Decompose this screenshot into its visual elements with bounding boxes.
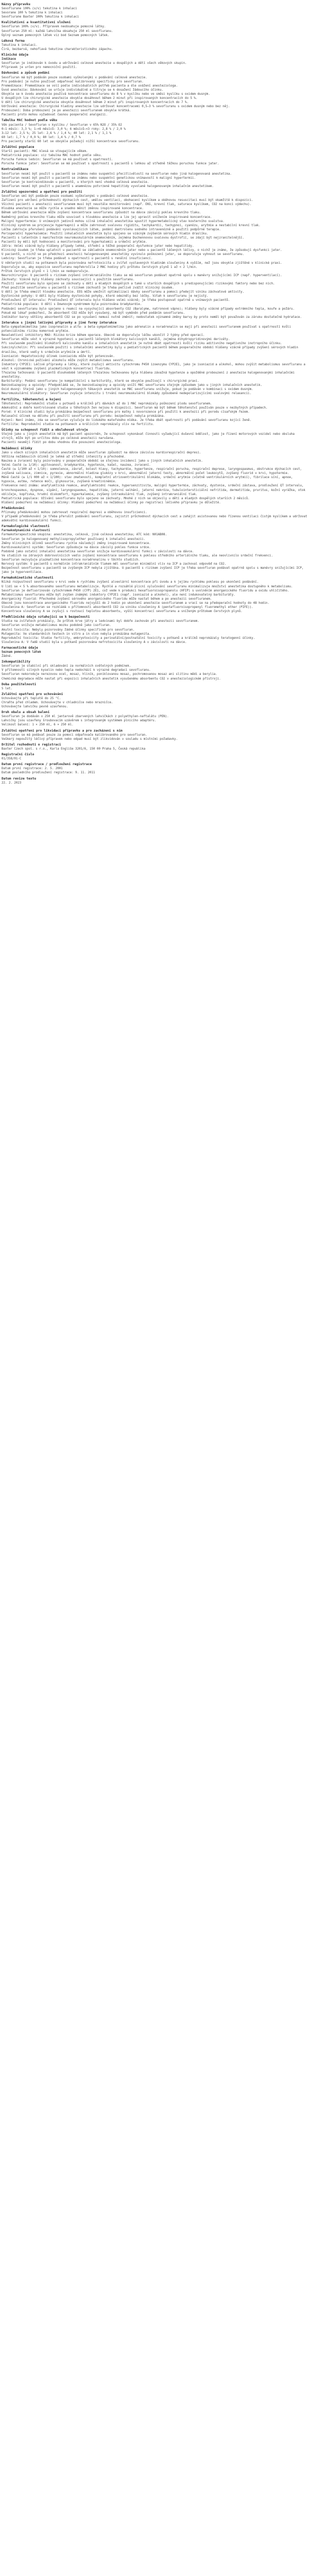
text-line: Porucha funkce jater: Sevofluran se má používat s opatrností u pacientů s lehkou až středně těžkou poruchou funkce jater. [2,162,219,166]
text-line: Hlášení podezření na nežádoucí účinky: Hlášení podezření na nežádoucí účinky po registraci léčivého přípravku je důležité. [2,501,221,504]
text-line: 60 let: 1,7 % / 0,9 %; 80 let: 1,4 % / 0,7 % [2,135,81,139]
text-line: Porod: V klinické studii byla prokázána bezpečnost sevofluranu pro matky i novorozence při použití k anestezii při porodu císařským řezem. [2,410,250,414]
text-line: Porucha funkce ledvin: Sevofluran se má používat s opatrností. [2,158,113,162]
text-line: Sevofluran snižuje metabolismus mozku podobně jako isofluran. [2,624,111,628]
text-line: Klinický syndrom se projevuje hyperkapnií a může zahrnovat svalovou rigiditu, tachykardii, tachypnoi, cyanózu, arytmie a nestabilní krevní tlak. [2,224,261,227]
section-title: Doba použitelnosti [2,682,37,686]
text-line: Indikátor barvy většiny absorbentů CO2 se po vysušení nemusí nutně změnit; nedostatek významné změny barvy by proto neměl být považován za záruku dostatečné hydratace. [2,315,302,319]
text-line: Chraňte před chladem. Uchovávejte v chladničce nebo mrazničce. [2,701,113,704]
text-line: Induktory CYP2E1: Léčivé přípravky a látky, které zvyšují aktivitu cytochromu P450 izoenzymu CYP2E1, jako je isoniazid a alkohol, mohou zvýšit metabolismus sevofluranu a vést k významnému zvýšení plazmatických koncentrací fluoridu. [2,363,307,370]
section [2,3,307,19]
text-line: Sevofluran je dodáván v 250 ml jantarově zbarvených lahvičkách z polyethylen-naftalátu (PEN). [2,715,169,719]
text-line: U pacientů, u nichž se po předchozí anestezii halogenovanými anestetiky vyvinulo poškození jater, se doporučuje vyhnout se sevofluranu. [2,253,245,257]
text-line: Neurochirurgie: U pacientů s rizikem zvýšení intrakraniálního tlaku se má sevofluran podávat opatrně spolu s manévry snižujícími ICP (např. hyperventilací). [2,274,282,277]
section-title: Tabulka MAC hodnot podle věku [2,118,58,123]
text-line: Před použitím sevofluranu u pacientů s rizikem záchvatů je třeba pečlivě zvážit klinický úsudek. [2,286,175,290]
text-line: Starší pacienti: MAC klesá se stoupajícím věkem. [2,150,88,154]
text-line: Pro pacienty starší 60 let se obvykle požadují nižší koncentrace sevofluranu. [2,140,140,143]
text-line: Chemická degradace může nastat při expozici inhalačních anestetik vysušenému absorbentu CO2 v anesteziologickém přístroji. [2,677,221,681]
section [2,428,307,445]
text-line: Obecně jsou koncentrace anorganického fluoridu nejvyšší do 2 hodin po ukončení anestezie sevofluranem a vrací se na předoperační hodnoty do 48 hodin. [2,601,270,605]
text-line: Časté (≥ 1/100 až < 1/10): somnolence, závrať, bolest hlavy, tachykardie, hypertenze, respirační porucha, respirační deprese, laryngospasmus, obstrukce dýchacích cest, zvýšená salivace, zimnice, pyrexie, abnormální hladina glukózy v krvi, abnormální jaterní testy, abnormální počet leukocytů, zvýšený fluorid v krvi, hypotermie. [2,468,304,476]
text-line: Během udržování anestezie může zvýšení koncentrace sevofluranu způsobit na dávce závislý pokles krevního tlaku. [2,211,201,215]
section-title: Kontraindikace [2,167,29,172]
section [2,729,307,741]
text-line: 3–12 let: 2,5 %; 25 let: 2,6 % / 1,4 %; 40 let: 2,1 % / 1,1 % [2,131,111,135]
text-line: Premedikace: Premedikace se volí podle individuálních potřeb pacienta a dle uvážení anesteziologa. [2,84,178,88]
section-title: Datum první registrace / prodloužení registrace [2,762,92,767]
section [2,321,307,396]
text-line: Kardiovaskulární systém: Sevofluran způsobuje na dávce závislý pokles funkce srdce. [2,546,151,549]
text-line: Úvod anestezie: Dávkování se určuje individuálně a titruje se k dosažení žádoucího účinku. [2,88,164,92]
text-line: Alkohol: Chronické požívání alkoholu může zvýšit metabolismus sevofluranu. [2,359,135,362]
text-line: Tekutina k inhalaci. [2,43,38,47]
text-line: Věk pacienta / Sevofluran v kyslíku / Sevofluran v 65% N2O / 35% O2 [2,123,122,127]
section [2,190,307,319]
section [2,145,307,166]
text-line: Stejně jako u jiných anestetik má být pacient upozorněn, že schopnost vykonávat činnosti vyžadující duševní bdělost, jako je řízení motorových vozidel nebo obsluha strojů, může být po určitou dobu po celkové anestezii narušena. [2,433,297,440]
section [2,646,307,658]
section [2,447,307,505]
text-line: Sevorane 100 % tekutina k inhalaci [2,11,63,15]
text-line: Úplný seznam pomocných látek viz bod Seznam pomocných látek. [2,33,110,37]
text-line: Nauzea a zvracení byly pozorovány v pooperačním období se stejnou incidencí jako u jiných inhalačních anestetik. [2,459,203,463]
section [2,71,307,117]
text-line: Sevofluran nesmí být použit u pacientů s anamnézou potvrzené hepatitidy vyvolané halogenovaným inhalačním anestetikem. [2,184,214,188]
section-subtitle: Farmakodynamické vlastnosti [2,529,50,533]
section [2,753,307,761]
text-line: V přítomnosti silných kyselin nebo tepla nedochází k výrazné degradaci sevofluranu. [2,669,151,672]
text-line: Třezalka tečkovaná: U pacientů dlouhodobě léčených třezalkou tečkovanou byla hlášena závažná hypotenze a opožděné probouzení z anestezie halogenovanými inhalačními anestetiky. [2,371,297,379]
text-line: Velikost balení: 1 × 250 ml, 6 × 250 ml. [2,723,74,727]
text-line: 22. 2. 2023 [2,781,22,785]
text-line: Těhotenství: Reprodukční studie u potkanů a králíků při dávkách až do 1 MAC neprokázaly poškození plodu sevofluranem. [2,402,212,405]
text-line: Pacienti proto mohou vyžadovat časnou pooperační analgezii. [2,113,108,117]
text-line: Sevofluran je defluorinován cytochromem P450 (CYP) 2E1, což vede k produkci hexafluoroisopropanolu (HFIP) s uvolněním anorganického fluoridu a oxidu uhličitého. [2,589,289,592]
text-line: Uchovávejte lahvičku pevně uzavřenou. [2,705,68,709]
text-line: U lidí se < 5 % absorbovaného sevofluranu metabolizuje. Rychlé a rozsáhlé plicní vylučování sevofluranu minimalizuje množství anestetika dostupného k metabolismu. [2,585,293,588]
text-line: Nízká rozpustnost sevofluranu v krvi vede k rychlému zvýšení alveolární koncentrace při úvodu a k jejímu rychlému poklesu po ukončení podávání. [2,581,259,584]
section-title: Druh obalu a obsah balení [2,710,50,715]
text-line: Perioperační hyperkalemie: Použití inhalačních anestetik bylo spojeno se vzácným zvýšením sérových hladin draslíku. [2,232,209,235]
text-line: Sevoflurane 100% (v/v) tekutina k inhalaci [2,7,77,11]
section [2,21,307,37]
text-line: U dětí lze chirurgické anestezie obvykle dosáhnout během 2 minut při inspirovaných koncentracích do 7 %. [2,101,188,105]
text-line: V případě předávkování je třeba přerušit podávání sevofluranu, zajistit průchodnost dýchacích cest a zahájit asistovanou nebo řízenou ventilaci čistým kyslíkem a udržovat adekvátní kardiovaskulární funkci. [2,515,309,523]
text-line: Prodloužení QT intervalu: Prodloužení QT intervalu bylo hlášeno velmi vzácně; je třeba postupovat opatrně u vnímavých pacientů. [2,299,230,302]
text-line: Hloubka anestezie se může rychle a snadno měnit změnou inspirované koncentrace. [2,207,144,211]
text-line: Pediatrická populace: viz tabulka MAC hodnot podle věku. [2,154,102,158]
section-title: Zvláštní populace [2,145,35,149]
section-title: Zvláštní opatření pro uchovávání [2,692,63,696]
text-line: Adekvátní a dobře kontrolované studie u těhotných žen nejsou k dispozici. Sevofluran má být během těhotenství používán pouze v nezbytných případech. [2,406,268,410]
section [2,576,307,614]
text-line: Bezpečnost sevofluranu u pacientů se zvýšeným ICP nebyla zjištěna. U pacientů s rizikem zvýšení ICP je třeba sevofluran podávat opatrně spolu s manévry snižujícími ICP, jako je hyperventilace. [2,567,305,574]
section [2,118,307,144]
text-line: Sevofluran nezvyšuje plazmatické koncentrace noradrenalinu v těchto studiích. [2,558,140,562]
section-title: Farmakokinetické vlastnosti [2,576,54,580]
text-line: Anorganický fluorid: Přechodné zvýšení sérového anorganického fluoridu může nastat během a po anestezii sevofluranem. [2,597,212,601]
text-line: Pacienti s latentním i manifestním neuromuskulárním onemocněním, zejména Duchennovou svalovou dystrofií, se zdají být nejzranitelnější. [2,236,245,240]
text-line: U dospělých lze chirurgické anestezie obvykle dosáhnout během 2 minut při inspirovaných koncentracích do 5 %. [2,96,198,100]
text-line: Pacienti nesmějí řídit po dobu vhodnou dle posouzení anesteziologa. [2,441,122,445]
section-title: Zvláštní opatření pro likvidaci přípravku a pro zacházení s ním [2,728,123,733]
text-line: Datum posledního prodloužení registrace: 9. 11. 2011 [2,771,95,775]
text-line: Sukcinylcholin: Při současném použití s inhalačními anestetiky byly u pediatrických pacientů během pooperačního období hlášeny vzácné případy zvýšení sérových hladin draslíku, které vedly k srdečním arytmiím a úmrtí. [2,346,300,354]
text-line: Průtok čerstvých plynů < 1 l/min se nedoporučuje. [2,269,90,273]
text-line: Studie na zvířatech prokázaly, že průtok krve játry a ledvinami byl dobře zachován při anestezii sevofluranem. [2,620,199,623]
text-line: Barbituráty: Podání sevofluranu je kompatibilní s barbituráty, které se obvykle používají v chirurgické praxi. [2,380,199,383]
text-line: Nervový systém: U pacientů s normálním intrakraniálním tlakem měl sevofluran minimální vliv na ICP a zachoval odpověď na CO2. [2,563,227,566]
text-line: Ledviny: Sevofluran je třeba podávat s opatrností u pacientů s renální insuficiencí. [2,257,153,261]
text-line: Sevofluran má být podáván pouze osobami vyškolenými v podávání celkové anestezie. [2,76,147,79]
text-line: Relaxační účinek na dělohu při použití sevofluranu při porodu: bezpečnost nebyla prokázána. [2,414,165,418]
text-line: Isoniazid: Hepatotoxický účinek isoniazidu může být potencován. [2,354,115,358]
section-title: Inkompatibility [2,660,30,664]
text-line: Většina nežádoucích účinků je lehké až střední intenzity a přechodné. [2,455,126,459]
text-line: Obvykle se k úvodu anestezie používá koncentrace sevofluranu do 8 % v kyslíku nebo ve směsi kyslíku s oxidem dusným. [2,92,210,96]
text-line: Neuromuskulární blokátory: Sevofluran zvyšuje intenzitu i trvání neuromuskulární blokády způsobené nedepolarizujícími svalovými relaxancii. [2,392,252,396]
section-title: Interakce s jinými léčivými přípravky a jiné formy interakce [2,320,117,325]
text-line: Pediatrická populace: Užívání sevofluranu bylo spojeno se záchvaty. Mnohé z nich se objevily u dětí a mladých dospělých starších 2 měsíců. [2,497,250,500]
text-line: 5 let. [2,687,12,690]
text-line: Játra: Velmi vzácně byly hlášeny případy lehké, střední a těžké pooperační dysfunkce jater nebo hepatitidy. [2,245,194,248]
section-title: Předávkování [2,506,25,510]
text-line: Lahvičky jsou uzavřeny šroubovacím uzávěrem s integrovaným systémem plnicího adaptéru. [2,719,157,723]
section [2,710,307,727]
section-title: Kvalitativní a kvantitativní složení [2,21,71,25]
text-line: Udržování anestezie: Chirurgické hladiny anestezie lze udržovat koncentracemi 0,5–3 % sevofluranu s oxidem dusným nebo bez něj. [2,105,230,109]
text-line: Veškerý nepoužitý léčivý přípravek nebo odpad musí být zlikvidován v souladu s místními požadavky. [2,737,178,741]
text-line: Sloučenina A: V řadě studií byla u potkanů pozorována nefrotoxicita sloučeniny A v závislosti na dávce. [2,640,187,644]
text-line: Neselektivní inhibitory MAO: Riziko krize během operace. Obecně se doporučuje léčbu ukončit 2 týdny před operací. [2,334,205,337]
text-line: Čirá, bezbarvá, nehořlavá tekutina charakteristického zápachu. [2,47,113,51]
section-title: Účinky na schopnost řídit a obsluhovat stroje [2,428,88,432]
text-line: Pacienti by měli být hodnoceni a monitorováni pro hyperkalemii a srdeční arytmie. [2,241,147,244]
text-line: Koncentrace sloučeniny A se zvyšují s rostoucí teplotou absorbentu, vyšší koncentrací sevofluranu a sníženým průtokem čerstvých plynů. [2,610,243,614]
section-title: Názvy přípravku [2,3,30,6]
text-line: Sevofluran se má podávat pouze za pomoci odpařovače kalibrovaného pro sevofluran. [2,733,147,737]
text-line: Kojení: Není známo, zda se sevofluran vylučuje do lidského mateřského mléka. Je třeba dbát opatrnosti při podávání sevofluranu kojící ženě. [2,419,252,422]
text-line: Probouzení: Doba probouzení je po anestezii sevofluranem obvykle krátká. [2,109,131,113]
section [2,743,307,751]
section-title: Léková forma [2,39,25,43]
section-title: Zvláštní upozornění a opatření pro použití [2,190,82,194]
text-line: Sevofluran je halogenovaný methylisopropylether používaný k inhalační anestezii. [2,537,146,541]
text-line: Sevofluran 250 ml: každá lahvička obsahuje 250 ml sevofluranu. [2,29,113,33]
section-title: Držitel rozhodnutí o registraci [2,742,61,747]
text-line: Při současném používání blokátorů kalciového kanálu a inhalačních anestetik je nutné dbát opatrnosti kvůli riziku aditivního negativního inotropního účinku. [2,342,282,346]
text-line: Reprodukční toxicita: Studie fertility, embryotoxicity a perinatální/postnatální toxicity u potkanů a králíků neprokázaly teratogenní účinky. [2,636,255,640]
text-line: Záchvaty: Vzácně byly hlášeny záchvaty související s použitím sevofluranu. [2,278,135,281]
section-title: Datum revize textu [2,776,37,781]
text-line: Baxter Czech spol. s r.o., Karla Engliše 3201/6, 150 00 Praha 5, Česká republika [2,747,146,751]
text-line: Fertilita: Reprodukční studie na potkanech a králících neprokázaly vliv na fertilitu. [2,423,154,427]
text-line: Sevofluran je kontraindikován u pacientů, u kterých není vhodná celková anestezie. [2,180,149,184]
text-line: Sevofluran je stabilní při skladování za normálních světelných podmínek. [2,665,131,668]
section-title: Předklinické údaje vztahující se k bezpečnosti [2,615,90,619]
section-title: Farmaceutické údaje [2,646,38,650]
section [2,53,307,70]
text-line: Akutní toxicita: Nebyly pozorovány žádné účinky specifické pro sevofluran. [2,628,135,632]
section-subtitle: Indikace [2,58,16,61]
text-line: Pro podávání je nutno používat odpařovač kalibrovaný specificky pro sevofluran. [2,80,144,83]
text-line: Léčba zahrnuje přerušení podávání vyvolávajících látek, podání dantrolenu sodného intravenózně a použití podpůrné terapie. [2,228,221,231]
text-line: Sevofluran je indikován k úvodu a udržování celkové anestezie u dospělých a dětí všech věkových skupin. [2,62,187,65]
text-line: Ve studiích na zdravých dobrovolnících vedlo zvýšení koncentrace sevofluranu k poklesu středního arteriálního tlaku, ale neovlivnilo srdeční frekvenci. [2,554,273,557]
text-line: Sevofluran nekoroduje nerezovou ocel, mosaz, hliník, poniklovanou mosaz, pochromovanou mosaz ani slitinu mědi a berylia. [2,673,217,676]
text-line: Dystonické pohyby: U dětí byly hlášeny dystonické pohyby, které odezněly bez léčby. Vztah k sevofluranu je nejistý. [2,295,209,298]
text-line: Pokud má lékař podezření, že absorbent CO2 může být vysušený, má být vyměněn před podáním sevofluranu. [2,311,185,315]
text-line: Změny klinických účinků sevofluranu rychle následují změny inspirované koncentrace. [2,541,151,545]
section-subtitle: Seznam pomocných látek [2,650,41,654]
section [2,762,307,775]
text-line: Podobně jako ostatní inhalační anestetika sevofluran snižuje kardiovaskulární funkci v závislosti na dávce. [2,550,194,553]
text-line: Doporučuje se, aby expozice sevofluranu nepřekročila 2 MAC hodiny při průtoku čerstvých plynů 1 až < 2 l/min. [2,265,198,269]
document-body [0,0,309,786]
text-line: Podávání sevofluranu bylo spojeno s reakcí na vysychající absorbenty CO2 (Baralyme, natronové vápno); hlášeny byly vzácné případy extrémního tepla, kouře a požáru. [2,307,295,311]
text-line: 01/358/01-C [2,757,22,761]
text-line: Farmakoterapeutická skupina: anestetika, celková, jiná celková anestetika; ATC kód: N01AB08. [2,533,167,537]
section-title: Nežádoucí účinky [2,446,32,450]
section [2,777,307,785]
text-line: 0–1 měsíc: 3,3 %; 1–<6 měsíců: 3,0 %; 6 měsíců–<3 roky: 2,8 % / 2,0 % [2,127,126,131]
text-line: Žádné. [2,655,12,658]
text-line: Pediatrická populace: U dětí s Downovým syndromem byla pozorována bradykardie. [2,303,142,307]
section [2,692,307,709]
text-line: Příznaky předávkování mohou zahrnovat respirační depresi a oběhovou insuficienci. [2,511,147,514]
text-line: Sevofluran může vést k výrazné hypotenzi u pacientů léčených blokátory kalciových kanálů, zejména dihydropyridinovými deriváty. [2,338,230,342]
text-line: Benzodiazepiny a opioidy: Předpokládá se, že benzodiazepiny a opioidy sníží MAC sevofluranu stejným způsobem jako u jiných inhalačních anestetik. [2,384,263,387]
section-title: Fertilita, těhotenství a kojení [2,397,61,401]
text-line: Sevofluran nesmí být použit u pacientů se známou nebo suspektní přecitlivělostí na sevofluran nebo jiná halogenovaná anestetika. [2,172,232,176]
section [2,615,307,645]
text-line: Datum první registrace: 2. 5. 2001 [2,767,63,771]
text-line: Přípravek je určen pro nemocniční použití. [2,66,77,70]
section-title: Farmakologické vlastnosti [2,524,50,529]
text-line: Metabolismus sevofluranu může být zvýšen známými induktory CYP2E1 (např. isoniazid a alkohol), ale není indukovatelný barbituráty. [2,593,235,597]
text-line: Sloučenina A: Sevofluran se rozkládá v přítomnosti absorbentů CO2 za vzniku sloučeniny A (pentafluoroisopropenyl fluoromethyl ether (PIFE)). [2,606,253,609]
text-line: Všichni pacienti v anestezii sevofluranem musí být neustále monitorováni (např. EKG, krevní tlak, saturace kyslíkem, CO2 na konci výdechu). [2,203,252,207]
section [2,398,307,427]
text-line: Méně časté (≥ 1/1 000 až < 1/100): stav zmatenosti, kompletní atrioventrikulární blokáda, srdeční arytmie (včetně ventrikulárních arytmií), fibrilace síní, apnoe, hypoxie, astma, retence moči, glykosurie, zvýšená kreatininémie. [2,476,295,484]
section [2,167,307,188]
text-line: Zařízení pro udržení průchodnosti dýchacích cest, umělou ventilaci, obohacení kyslíkem a oběhovou resuscitaci musí být okamžitě k dispozici. [2,199,253,202]
text-line: Maligní hypertermie: U vnímavých jedinců mohou silná inhalační anestetika spustit hypermetabolický stav kosterního svalstva. [2,219,225,223]
text-line: Mutagenita: Ve standardních testech in vitro a in vivo nebyla prokázána mutagenita. [2,632,151,636]
text-line: U některých studií na potkanech byla pozorována nefrotoxicita u zvířat vystavených hladinám sloučeniny A vyšším, než jsou obvykle zjištěné v klinické praxi. [2,261,282,265]
text-line: Použití sevofluranu bylo spojeno se záchvaty u dětí a mladých dospělých a také u starších dospělých s predisponujícími rizikovými faktory nebo bez nich. [2,282,275,285]
section [2,39,307,52]
text-line: Sevoflurane Baxter 100% tekutina k inhalaci [2,15,79,19]
section-title: Registrační číslo [2,753,35,757]
text-line: Sevofluran smí být podáván pouze osobami vyškolenými v podávání celkové anestezie. [2,195,149,198]
text-line: Klinický úsudek je třeba uplatnit u pacientů se základním onemocněním jater nebo u pacientů léčených léčivy, o nichž je známo, že způsobují dysfunkci jater. [2,249,282,252]
text-line: Sevofluran nesmí být použit u pacientů se známou nebo suspektní genetickou vnímavostí k maligní hypertermii. [2,176,196,180]
text-line: Sevofluran 100% (v/v). Přípravek neobsahuje pomocné látky. [2,25,106,29]
text-line: U dětí je třeba omezit hloubku anestezie. EEG může umožnit optimalizaci dávky sevofluranu a pomoci předejít vzniku záchvatové aktivity. [2,291,245,294]
section [2,683,307,691]
section-title: Klinické údaje [2,53,29,57]
section-title: Dávkování a způsob podání [2,71,50,75]
section [2,524,307,574]
text-line: Jako u všech silných inhalačních anestetik může sevofluran způsobit na dávce závislou kardiorespirační depresi. [2,451,201,454]
section [2,506,307,523]
text-line: Frekvence není známa: anafylaktická reakce, anafylaktoidní reakce, hypersenzitivita, maligní hypertermie, záchvaty, dystonie, srdeční zástava, prodloužení QT intervalu, bronchospasmus, dyspnoe, sípání, laryngospasmus, hepatitida, jaterní selhání, jaterní nekróza, tubulointersticiální nefritida, dermatitida, pruritus, kožní vyrážka, otok obličeje, kopřivka, hrudní diskomfort, hyperkalemie, zvýšený intraokulární tlak, zvýšený intrakraniální tlak. [2,484,307,496]
text-line: Nadměrný pokles krevního tlaku může souviset s hloubkou anestezie a lze jej upravit snížením inspirované koncentrace. [2,215,212,219]
section [2,660,307,681]
text-line: Velmi časté (≥ 1/10): agitovanost, bradykardie, hypotenze, kašel, nauzea, zvracení. [2,463,151,467]
text-line: Oxid dusný: Stejně jako u jiných halogenovaných těkavých anestetik se MAC sevofluranu snižuje, pokud je podáván v kombinaci s oxidem dusným. [2,388,253,392]
text-line: Uchovávejte při teplotě do 25 °C. [2,697,61,700]
text-line: Beta-sympatomimetika jako isoprenalin a alfa- a beta-sympatomimetika jako adrenalin a noradrenalin se mají při anestezii sevofluranem používat s opatrností kvůli potenciálnímu riziku komorové arytmie. [2,325,293,333]
